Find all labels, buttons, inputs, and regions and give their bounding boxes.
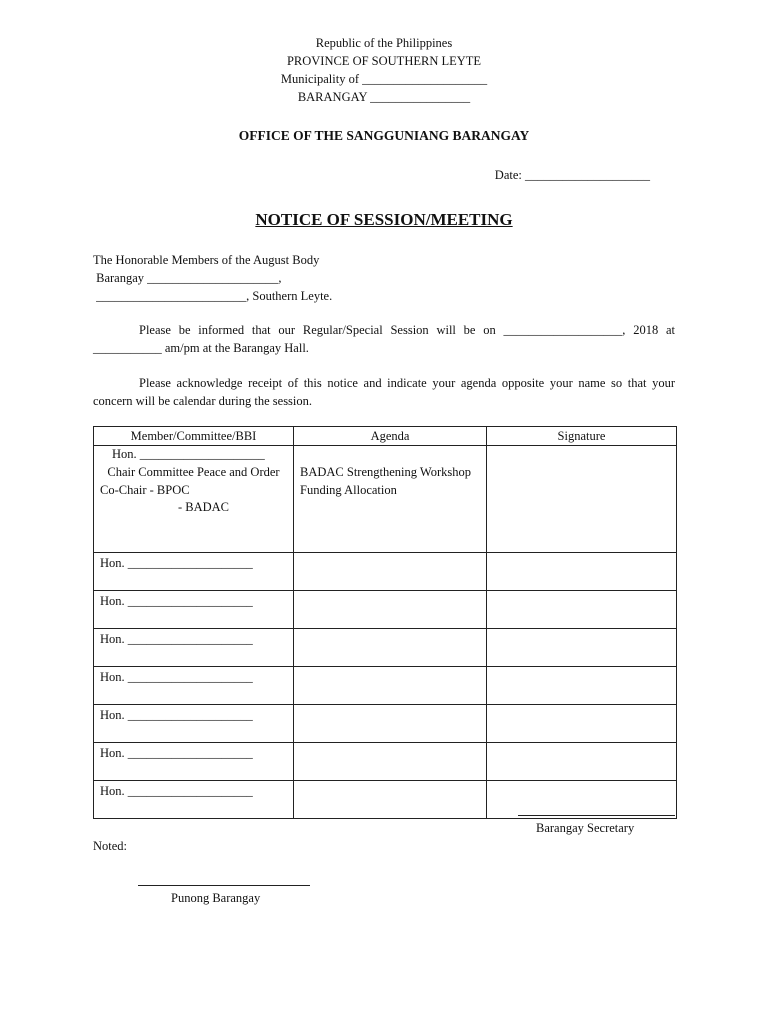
agenda-cell[interactable] bbox=[294, 553, 487, 591]
member-cell: Hon. ____________________ bbox=[94, 553, 294, 591]
member-badac: - BADAC bbox=[177, 500, 230, 515]
signature-cell[interactable] bbox=[487, 667, 677, 705]
member-committee: Chair Committee Peace and Order bbox=[107, 464, 280, 479]
member-cell: Hon. ____________________ bbox=[94, 781, 294, 819]
table-row bbox=[94, 705, 677, 743]
paragraph-acknowledge bbox=[93, 375, 675, 411]
paragraph-session bbox=[93, 322, 675, 358]
paragraph-session-text: Please be informed that our Regular/Special Session will be on ___________________, 2018 at ___________ am/pm at the Barangay Hall. bbox=[93, 323, 675, 355]
member-cell: Hon. ____________________ bbox=[94, 705, 294, 743]
member-cell: Hon. ____________________ bbox=[94, 667, 294, 705]
agenda-cell[interactable]: BADAC Strengthening Workshop Funding Allocation bbox=[294, 446, 487, 553]
member-cell bbox=[94, 446, 294, 553]
addressee-line-1: The Honorable Members of the August Body bbox=[93, 253, 320, 267]
members-table bbox=[93, 426, 677, 819]
agenda-cell[interactable] bbox=[294, 591, 487, 629]
header-province: PROVINCE OF SOUTHERN LEYTE bbox=[286, 54, 482, 68]
agenda-cell[interactable] bbox=[294, 781, 487, 819]
signature-cell[interactable] bbox=[487, 743, 677, 781]
member-cochair: Co-Chair - BPOC bbox=[100, 482, 190, 497]
table-row bbox=[94, 591, 677, 629]
punong-signature-line[interactable] bbox=[138, 885, 310, 886]
member-cell: Hon. ____________________ bbox=[94, 591, 294, 629]
notice-title: NOTICE OF SESSION/MEETING bbox=[255, 210, 513, 229]
noted-label: Noted: bbox=[93, 839, 128, 853]
header-member: Member/Committee/BBI bbox=[94, 427, 294, 446]
addressee-line-3: ________________________, Southern Leyte. bbox=[93, 289, 333, 303]
agenda-cell[interactable] bbox=[294, 705, 487, 743]
header-barangay: BARANGAY ________________ bbox=[297, 90, 471, 104]
member-cell: Hon. ____________________ bbox=[94, 629, 294, 667]
secretary-signature-line[interactable] bbox=[518, 815, 675, 816]
table-row bbox=[94, 446, 677, 553]
agenda-cell[interactable] bbox=[294, 667, 487, 705]
table-header-row bbox=[94, 427, 677, 446]
signature-cell[interactable] bbox=[487, 446, 677, 553]
agenda-cell[interactable] bbox=[294, 743, 487, 781]
addressee-line-2: Barangay _____________________, bbox=[93, 271, 282, 285]
table-row bbox=[94, 743, 677, 781]
header-republic: Republic of the Philippines bbox=[315, 36, 453, 50]
header-municipality: Municipality of ____________________ bbox=[280, 72, 488, 86]
date-line: Date: ____________________ bbox=[494, 168, 650, 182]
signature-cell[interactable] bbox=[487, 781, 677, 819]
table-row bbox=[94, 629, 677, 667]
paragraph-acknowledge-text: Please acknowledge receipt of this notice and indicate your agenda opposite your name so that your concern will be calendar during the session. bbox=[93, 376, 675, 408]
table-row bbox=[94, 667, 677, 705]
header-signature: Signature bbox=[487, 427, 677, 446]
agenda-cell[interactable] bbox=[294, 629, 487, 667]
signature-cell[interactable] bbox=[487, 629, 677, 667]
secretary-label: Barangay Secretary bbox=[536, 821, 635, 835]
punong-label: Punong Barangay bbox=[171, 891, 261, 905]
member-cell: Hon. ____________________ bbox=[94, 743, 294, 781]
signature-cell[interactable] bbox=[487, 591, 677, 629]
table-row bbox=[94, 553, 677, 591]
header-agenda: Agenda bbox=[294, 427, 487, 446]
signature-cell[interactable] bbox=[487, 553, 677, 591]
signature-cell[interactable] bbox=[487, 705, 677, 743]
office-title: OFFICE OF THE SANGGUNIANG BARANGAY bbox=[238, 128, 530, 143]
table-row bbox=[94, 781, 677, 819]
member-hon: Hon. ____________________ bbox=[112, 447, 265, 461]
